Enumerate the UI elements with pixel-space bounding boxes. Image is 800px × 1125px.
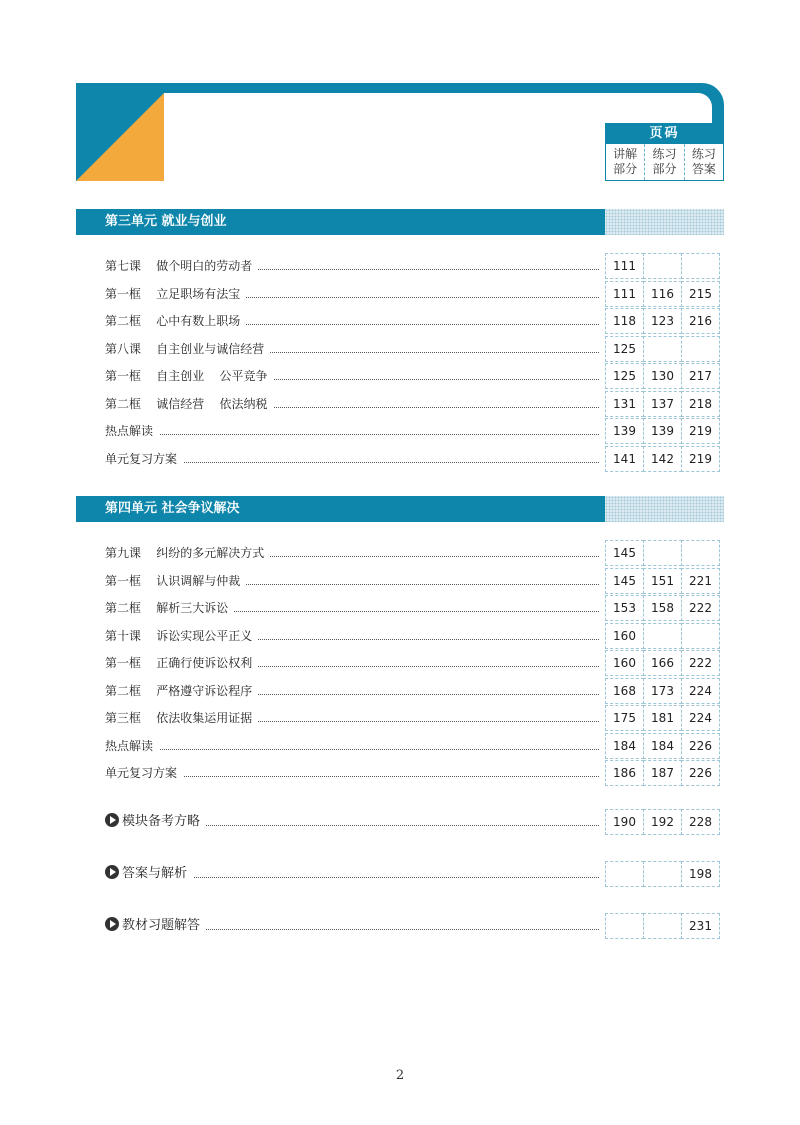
toc-label bbox=[105, 418, 159, 444]
lecture-page-cell: 190 bbox=[605, 809, 644, 835]
answer-page-cell: 222 bbox=[681, 650, 720, 676]
page-code-legend bbox=[605, 123, 724, 181]
page-cells bbox=[605, 623, 723, 649]
toc-label bbox=[105, 623, 258, 649]
answer-page-cell bbox=[681, 623, 720, 649]
lecture-page-cell bbox=[605, 861, 644, 887]
toc-label-text: 第二框 诚信经营 依法纳税 bbox=[105, 396, 268, 411]
column-practice-line2: 部分 bbox=[652, 162, 677, 176]
toc-label bbox=[105, 861, 193, 887]
practice-page-cell: 139 bbox=[643, 418, 682, 444]
toc-label bbox=[105, 760, 183, 786]
answer-page-cell: 218 bbox=[681, 391, 720, 417]
answer-page-cell: 222 bbox=[681, 595, 720, 621]
practice-page-cell: 151 bbox=[643, 568, 682, 594]
toc-label bbox=[105, 733, 159, 759]
answer-page-cell: 231 bbox=[681, 913, 720, 939]
toc-row[interactable] bbox=[105, 705, 724, 731]
toc-label-text: 单元复习方案 bbox=[105, 766, 178, 780]
page-cells bbox=[605, 595, 723, 621]
answer-page-cell bbox=[681, 540, 720, 566]
toc-row[interactable] bbox=[105, 446, 724, 472]
page-cells bbox=[605, 336, 723, 362]
column-lecture-line2: 部分 bbox=[613, 162, 638, 176]
toc-label-text: 第二框 心中有数上职场 bbox=[105, 314, 241, 328]
toc-row[interactable] bbox=[105, 678, 724, 704]
answer-page-cell: 198 bbox=[681, 861, 720, 887]
unit-title: 第三单元 就业与创业 bbox=[76, 209, 605, 235]
practice-page-cell: 130 bbox=[643, 363, 682, 389]
column-lecture bbox=[606, 144, 645, 180]
lecture-page-cell: 186 bbox=[605, 760, 644, 786]
page-cells bbox=[605, 253, 723, 279]
toc-label bbox=[105, 913, 206, 939]
toc-row[interactable] bbox=[105, 281, 724, 307]
answer-page-cell: 226 bbox=[681, 760, 720, 786]
toc-row[interactable] bbox=[105, 391, 724, 417]
practice-page-cell bbox=[643, 253, 682, 279]
toc-label bbox=[105, 809, 206, 835]
practice-page-cell: 137 bbox=[643, 391, 682, 417]
answer-page-cell: 226 bbox=[681, 733, 720, 759]
toc-label-text: 第一框 自主创业 公平竞争 bbox=[105, 369, 268, 383]
toc-label-text: 热点解读 bbox=[105, 738, 154, 753]
toc-label-text: 第九课 纠纷的多元解决方式 bbox=[105, 546, 265, 560]
column-lecture-line1: 讲解 bbox=[613, 147, 638, 161]
lecture-page-cell: 139 bbox=[605, 418, 644, 444]
page-cells bbox=[605, 705, 723, 731]
practice-page-cell: 181 bbox=[643, 705, 682, 731]
toc-row[interactable] bbox=[105, 336, 724, 362]
page-cells bbox=[605, 733, 723, 759]
toc-label-text: 第一框 立足职场有法宝 bbox=[105, 286, 241, 301]
lecture-page-cell: 153 bbox=[605, 595, 644, 621]
play-arrow-icon bbox=[105, 813, 119, 827]
toc-label-text: 热点解读 bbox=[105, 424, 154, 438]
lecture-page-cell: 125 bbox=[605, 336, 644, 362]
toc-label-text: 单元复习方案 bbox=[105, 451, 178, 466]
column-answers-line2: 答案 bbox=[691, 162, 716, 176]
page-cells bbox=[605, 281, 723, 307]
unit-header-pattern bbox=[605, 209, 724, 235]
toc-row[interactable] bbox=[105, 363, 724, 389]
lecture-page-cell: 145 bbox=[605, 568, 644, 594]
answer-page-cell: 224 bbox=[681, 705, 720, 731]
page-cells bbox=[605, 418, 723, 444]
toc-label bbox=[105, 595, 234, 621]
answer-page-cell: 219 bbox=[681, 418, 720, 444]
page-cells bbox=[605, 568, 723, 594]
lecture-page-cell: 160 bbox=[605, 623, 644, 649]
practice-page-cell: 192 bbox=[643, 809, 682, 835]
toc-row[interactable] bbox=[105, 418, 724, 444]
special-entry-row[interactable] bbox=[105, 861, 724, 887]
column-answers-line1: 练习 bbox=[691, 147, 716, 161]
page-cells bbox=[605, 391, 723, 417]
answer-page-cell: 217 bbox=[681, 363, 720, 389]
page-cells bbox=[605, 678, 723, 704]
toc-row[interactable] bbox=[105, 540, 724, 566]
lecture-page-cell: 111 bbox=[605, 253, 644, 279]
answer-page-cell: 216 bbox=[681, 308, 720, 334]
practice-page-cell: 158 bbox=[643, 595, 682, 621]
practice-page-cell bbox=[643, 913, 682, 939]
toc-label bbox=[105, 336, 270, 362]
toc-label-text: 第一框 认识调解与仲裁 bbox=[105, 573, 241, 588]
lecture-page-cell: 168 bbox=[605, 678, 644, 704]
special-entry-row[interactable] bbox=[105, 913, 724, 939]
toc-label bbox=[105, 281, 246, 307]
lecture-page-cell: 141 bbox=[605, 446, 644, 472]
lecture-page-cell: 184 bbox=[605, 733, 644, 759]
toc-label bbox=[105, 363, 274, 389]
toc-label bbox=[105, 540, 270, 566]
practice-page-cell: 123 bbox=[643, 308, 682, 334]
page-cells bbox=[605, 650, 723, 676]
practice-page-cell: 187 bbox=[643, 760, 682, 786]
toc-row[interactable] bbox=[105, 308, 724, 334]
practice-page-cell: 142 bbox=[643, 446, 682, 472]
practice-page-cell bbox=[643, 336, 682, 362]
answer-page-cell bbox=[681, 336, 720, 362]
toc-row[interactable] bbox=[105, 253, 724, 279]
toc-row[interactable] bbox=[105, 568, 724, 594]
unit-title: 第四单元 社会争议解决 bbox=[76, 496, 605, 522]
toc-label bbox=[105, 705, 258, 731]
toc-label-text: 第七课 做个明白的劳动者 bbox=[105, 259, 253, 273]
practice-page-cell bbox=[643, 861, 682, 887]
unit-header-pattern bbox=[605, 496, 724, 522]
toc-label-text: 第八课 自主创业与诚信经营 bbox=[105, 341, 265, 356]
toc-label bbox=[105, 650, 258, 676]
practice-page-cell: 116 bbox=[643, 281, 682, 307]
toc-label bbox=[105, 446, 183, 472]
toc-label-text: 模块备考方略 bbox=[122, 814, 201, 829]
practice-page-cell: 184 bbox=[643, 733, 682, 759]
page-code-columns bbox=[606, 144, 723, 180]
lecture-page-cell: 131 bbox=[605, 391, 644, 417]
lecture-page-cell bbox=[605, 913, 644, 939]
toc-label-text: 教材习题解答 bbox=[122, 918, 201, 933]
lecture-page-cell: 160 bbox=[605, 650, 644, 676]
answer-page-cell: 219 bbox=[681, 446, 720, 472]
answer-page-cell bbox=[681, 253, 720, 279]
dotted-leader bbox=[105, 749, 599, 750]
toc-label-text: 第十课 诉讼实现公平正义 bbox=[105, 628, 253, 643]
answer-page-cell: 224 bbox=[681, 678, 720, 704]
toc-label-text: 答案与解析 bbox=[122, 866, 188, 881]
toc-label bbox=[105, 391, 274, 417]
toc-row[interactable] bbox=[105, 623, 724, 649]
page-cells bbox=[605, 363, 723, 389]
answer-page-cell: 228 bbox=[681, 809, 720, 835]
special-entry-row[interactable] bbox=[105, 809, 724, 835]
toc-row[interactable] bbox=[105, 595, 724, 621]
page-cells bbox=[605, 861, 723, 887]
practice-page-cell: 166 bbox=[643, 650, 682, 676]
lecture-page-cell: 145 bbox=[605, 540, 644, 566]
column-answers bbox=[685, 144, 723, 180]
dotted-leader bbox=[105, 434, 599, 435]
toc-label bbox=[105, 253, 258, 279]
toc-label-text: 第二框 解析三大诉讼 bbox=[105, 601, 229, 615]
toc-label-text: 第三框 依法收集运用证据 bbox=[105, 711, 253, 725]
toc-row[interactable] bbox=[105, 733, 724, 759]
answer-page-cell: 221 bbox=[681, 568, 720, 594]
practice-page-cell bbox=[643, 540, 682, 566]
page-number: 2 bbox=[395, 1068, 405, 1083]
play-arrow-icon bbox=[105, 917, 119, 931]
lecture-page-cell: 125 bbox=[605, 363, 644, 389]
toc-label bbox=[105, 568, 246, 594]
toc-row[interactable] bbox=[105, 760, 724, 786]
toc-label-text: 第二框 严格遵守诉讼程序 bbox=[105, 683, 253, 698]
column-practice bbox=[645, 144, 684, 180]
page-cells bbox=[605, 913, 723, 939]
unit-header-4 bbox=[76, 496, 724, 522]
unit-header-3 bbox=[76, 209, 724, 235]
toc-label-text: 第一框 正确行使诉讼权利 bbox=[105, 656, 253, 670]
toc-label bbox=[105, 678, 258, 704]
answer-page-cell: 215 bbox=[681, 281, 720, 307]
page-cells bbox=[605, 446, 723, 472]
lecture-page-cell: 175 bbox=[605, 705, 644, 731]
practice-page-cell: 173 bbox=[643, 678, 682, 704]
practice-page-cell bbox=[643, 623, 682, 649]
column-practice-line1: 练习 bbox=[652, 147, 677, 161]
page-cells bbox=[605, 540, 723, 566]
toc-row[interactable] bbox=[105, 650, 724, 676]
page-cells bbox=[605, 809, 723, 835]
lecture-page-cell: 118 bbox=[605, 308, 644, 334]
page-code-title: 页码 bbox=[606, 124, 723, 144]
play-arrow-icon bbox=[105, 865, 119, 879]
page-cells bbox=[605, 308, 723, 334]
page-cells bbox=[605, 760, 723, 786]
toc-label bbox=[105, 308, 246, 334]
lecture-page-cell: 111 bbox=[605, 281, 644, 307]
